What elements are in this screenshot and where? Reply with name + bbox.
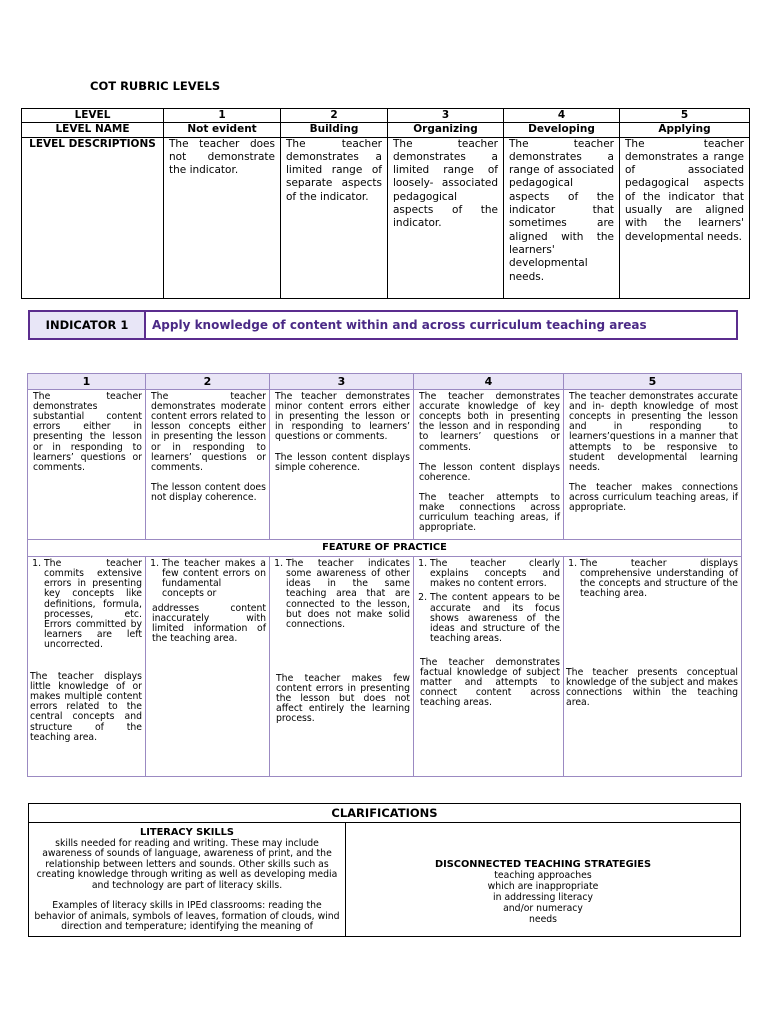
feature-cell (414, 557, 564, 777)
disconnected-strategies-heading: DISCONNECTED TEACHING STRATEGIES (434, 859, 652, 870)
level-number: 2 (281, 109, 388, 123)
description-text: The teacher demonstrates accurate and in- depth knowledge of most concepts in presenting the lesson and in responding to learners’questions in a manner that attempts to be responsive to student developmental learning needs. (569, 391, 738, 473)
indicator-description-cell (414, 390, 564, 540)
feature-cell (564, 557, 742, 777)
level-number: 3 (388, 109, 504, 123)
disconnected-line: teaching approaches (494, 870, 592, 881)
indicator-description-cell (146, 390, 270, 540)
indicator-text: Apply knowledge of content within and across curriculum teaching areas (152, 318, 647, 332)
level-description: The teacher demonstrates a limited range of loosely- associated pedagogical aspects of the indicator. (388, 137, 504, 298)
feature-cell (28, 557, 146, 777)
description-text: The teacher attempts to make connections across curriculum teaching areas, if appropriate. (419, 491, 560, 534)
indicator-description-cell (564, 390, 742, 540)
feature-item: 1. The teacher indicates some awareness of other ideas in the same teaching area that are connected to the lesson, but does not make solid connections. (286, 559, 410, 630)
description-text: The lesson content displays simple coherence. (275, 451, 410, 473)
description-text: The teacher makes connections across curriculum teaching areas, if appropriate. (569, 481, 738, 514)
feature-row (28, 557, 742, 777)
level-header: 2 (146, 374, 270, 390)
literacy-skills-section (29, 823, 346, 937)
level-name: Organizing (388, 123, 504, 137)
disconnected-line: in addressing literacy (493, 892, 593, 903)
description-text: The lesson content displays coherence. (419, 461, 560, 483)
indicator-banner (28, 310, 738, 340)
feature-of-practice-row (28, 540, 742, 557)
level-name: Applying (620, 123, 750, 137)
row-label: LEVEL DESCRIPTIONS (22, 137, 164, 298)
description-text: The lesson content does not display coherence. (151, 481, 266, 503)
disconnected-strategies-section (346, 823, 740, 937)
feature-item: 2. The content appears to be accurate and its focus shows awareness of the ideas and structure of the teaching areas. (430, 593, 560, 643)
feature-item: 1. The teacher displays comprehensive understanding of the concepts and structure of the teaching area. (580, 559, 738, 599)
clarifications-box (28, 803, 741, 937)
feature-text: The teacher demonstrates factual knowledge of subject matter and attempts to connect content across teaching areas. (420, 656, 560, 709)
level-name: Developing (504, 123, 620, 137)
level-description: The teacher does not demonstrate the indicator. (164, 137, 281, 298)
page-title: COT RUBRIC LEVELS (90, 79, 221, 93)
row-label: LEVEL (22, 109, 164, 123)
level-number: 4 (504, 109, 620, 123)
indicator-description-cell (270, 390, 414, 540)
feature-cell (146, 557, 270, 777)
level-name: Building (281, 123, 388, 137)
level-description-row (22, 137, 750, 298)
level-header: 4 (414, 374, 564, 390)
row-label: LEVEL NAME (22, 123, 164, 137)
level-header: 1 (28, 374, 146, 390)
indicator-header-row (28, 374, 742, 390)
feature-item: 1. The teacher makes a few content errors on fundamental concepts or (162, 559, 266, 599)
indicator-description-row (28, 390, 742, 540)
level-description: The teacher demonstrates a range of associated pedagogical aspects of the indicator that usually are aligned with the learners' developmental needs. (620, 137, 750, 298)
literacy-skills-heading: LITERACY SKILLS (140, 827, 234, 838)
description-text: The teacher demonstrates substantial content errors either in presenting the lesson or in responding to learners’ questions or comments. (33, 391, 142, 473)
level-number: 1 (164, 109, 281, 123)
disconnected-line: and/or numeracy (503, 903, 583, 914)
level-description: The teacher demonstrates a range of associated pedagogical aspects of the indicator that sometimes are aligned with the learners' developmental needs. (504, 137, 620, 298)
level-name-row (22, 123, 750, 137)
level-number-row (22, 109, 750, 123)
indicator-rubric-table (27, 373, 742, 777)
feature-item: 1. The teacher commits extensive errors in presenting key concepts like definitions, formula, processes, etc. Errors committed by learners are left uncorrected. (44, 559, 142, 650)
level-description: The teacher demonstrates a limited range of separate aspects of the indicator. (281, 137, 388, 298)
indicator-tag: INDICATOR 1 (30, 312, 146, 338)
disconnected-line: needs (528, 914, 558, 925)
literacy-skills-text: skills needed for reading and writing. These may include awareness of sounds of language, awareness of print, and the relationship between letters and sounds. Other skills such as creating knowledge through writing as well as developing media and technology are part of literacy skills. (36, 837, 338, 891)
feature-text: The teacher displays little knowledge of or makes multiple content errors related to the central concepts and structure of the teaching area. (30, 671, 142, 743)
disconnected-line: which are inappropriate (487, 881, 599, 892)
literacy-skills-examples: Examples of literacy skills in IPEd classrooms: reading the behavior of animals, symbols of leaves, formation of clouds, wind direction and temperature; identifying the meaning of (34, 900, 340, 932)
feature-text: The teacher presents conceptual knowledge of the subject and makes connections within the teaching area. (566, 666, 738, 708)
rubric-levels-table (21, 108, 750, 299)
feature-text: The teacher makes few content errors in presenting the lesson but does not affect entirely the learning process. (276, 672, 410, 725)
clarifications-title: CLARIFICATIONS (29, 804, 740, 823)
description-text: The teacher demonstrates minor content errors either in presenting the lesson or in responding to learners’ questions or comments. (275, 391, 410, 443)
level-number: 5 (620, 109, 750, 123)
level-header: 3 (270, 374, 414, 390)
description-text: The teacher demonstrates moderate content errors related to lesson concepts either in presenting the lesson or in responding to learners’ questions or comments. (151, 391, 266, 473)
level-header: 5 (564, 374, 742, 390)
feature-text: addresses content inaccurately with limited information of the teaching area. (152, 602, 266, 644)
feature-of-practice-label: FEATURE OF PRACTICE (28, 540, 742, 557)
indicator-description-cell (28, 390, 146, 540)
feature-item: 1. The teacher clearly explains concepts and makes no content errors. (430, 559, 560, 589)
description-text: The teacher demonstrates accurate knowledge of key concepts both in presenting the lesson and in responding to learners’ questions or comments. (419, 391, 560, 453)
level-name: Not evident (164, 123, 281, 137)
feature-cell (270, 557, 414, 777)
